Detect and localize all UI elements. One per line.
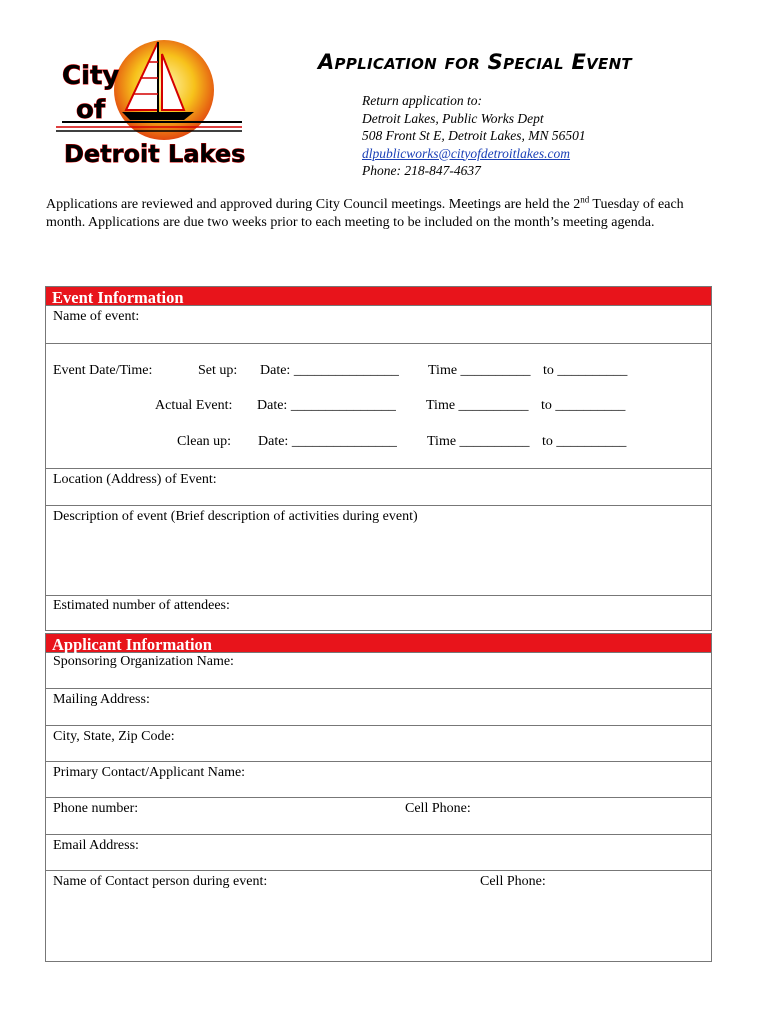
intro-text-continued: Tuesday of each month. Applications are due two weeks prior to each meeting to be included on the month’s meeting agenda. [46,197,684,230]
description-label: Description of event (Brief description of activities during event) [53,509,418,524]
logo-text-city: City [62,61,120,91]
logo-text-of: of [76,95,106,125]
actual-date-field[interactable]: Date: _______________ [257,398,396,413]
phone-row [45,798,712,835]
location-field[interactable] [45,469,712,506]
organization-name-label: Sponsoring Organization Name: [53,654,234,669]
return-line: Detroit Lakes, Public Works Dept [362,110,544,126]
actual-time-end-field[interactable]: to __________ [541,398,626,413]
email-link[interactable]: dlpublicworks@cityofdetroitlakes.com [362,145,571,161]
attendees-field[interactable] [45,596,712,631]
event-name-field[interactable] [45,306,712,344]
setup-label: Set up: [198,363,238,378]
city-state-zip-label: City, State, Zip Code: [53,729,175,744]
return-line: Return application to: [362,93,482,108]
primary-contact-label: Primary Contact/Applicant Name: [53,765,246,780]
event-name-label: Name of event: [53,309,140,324]
mailing-address-label: Mailing Address: [53,692,150,707]
event-contact-label[interactable]: Name of Contact person during event: [53,874,268,889]
cleanup-label: Clean up: [177,434,232,449]
location-label: Location (Address) of Event: [53,472,217,487]
intro-paragraph [46,196,718,232]
event-datetime-label: Event Date/Time: [53,363,153,378]
setup-time-end-field[interactable]: to __________ [543,363,628,378]
setup-date-field[interactable]: Date: _______________ [260,363,399,378]
logo-text-detroit-lakes: Detroit Lakes [64,140,246,168]
event-contact-row [45,871,712,962]
page-title: Application for Special Event [318,50,632,74]
event-datetime-block [45,344,712,469]
cleanup-time-start-field[interactable]: Time __________ [427,434,530,449]
organization-name-field[interactable] [45,653,712,689]
cleanup-date-field[interactable]: Date: _______________ [258,434,397,449]
event-contact-cell-label[interactable]: Cell Phone: [480,874,546,889]
return-address-block [362,92,586,180]
primary-contact-field[interactable] [45,762,712,798]
actual-time-start-field[interactable]: Time __________ [426,398,529,413]
email-address-field[interactable] [45,835,712,871]
mailing-address-field[interactable] [45,689,712,726]
description-field[interactable] [45,506,712,596]
email-address-label: Email Address: [53,838,139,853]
attendees-label: Estimated number of attendees: [53,598,230,613]
city-state-zip-field[interactable] [45,726,712,762]
intro-text: Applications are reviewed and approved during City Council meetings. Meetings are held the 2 [46,197,581,212]
cell-phone-label[interactable]: Cell Phone: [405,801,471,816]
cleanup-time-end-field[interactable]: to __________ [542,434,627,449]
phone-number-label[interactable]: Phone number: [53,801,139,816]
actual-event-label: Actual Event: [155,398,233,413]
intro-superscript: nd [580,194,590,205]
event-information-heading: Event Information [45,286,712,306]
applicant-information-heading: Applicant Information [45,633,712,653]
setup-time-start-field[interactable]: Time __________ [428,363,531,378]
return-line: 508 Front St E, Detroit Lakes, MN 56501 [362,128,586,143]
phone-line: Phone: 218-847-4637 [362,163,481,178]
city-logo [54,38,246,170]
